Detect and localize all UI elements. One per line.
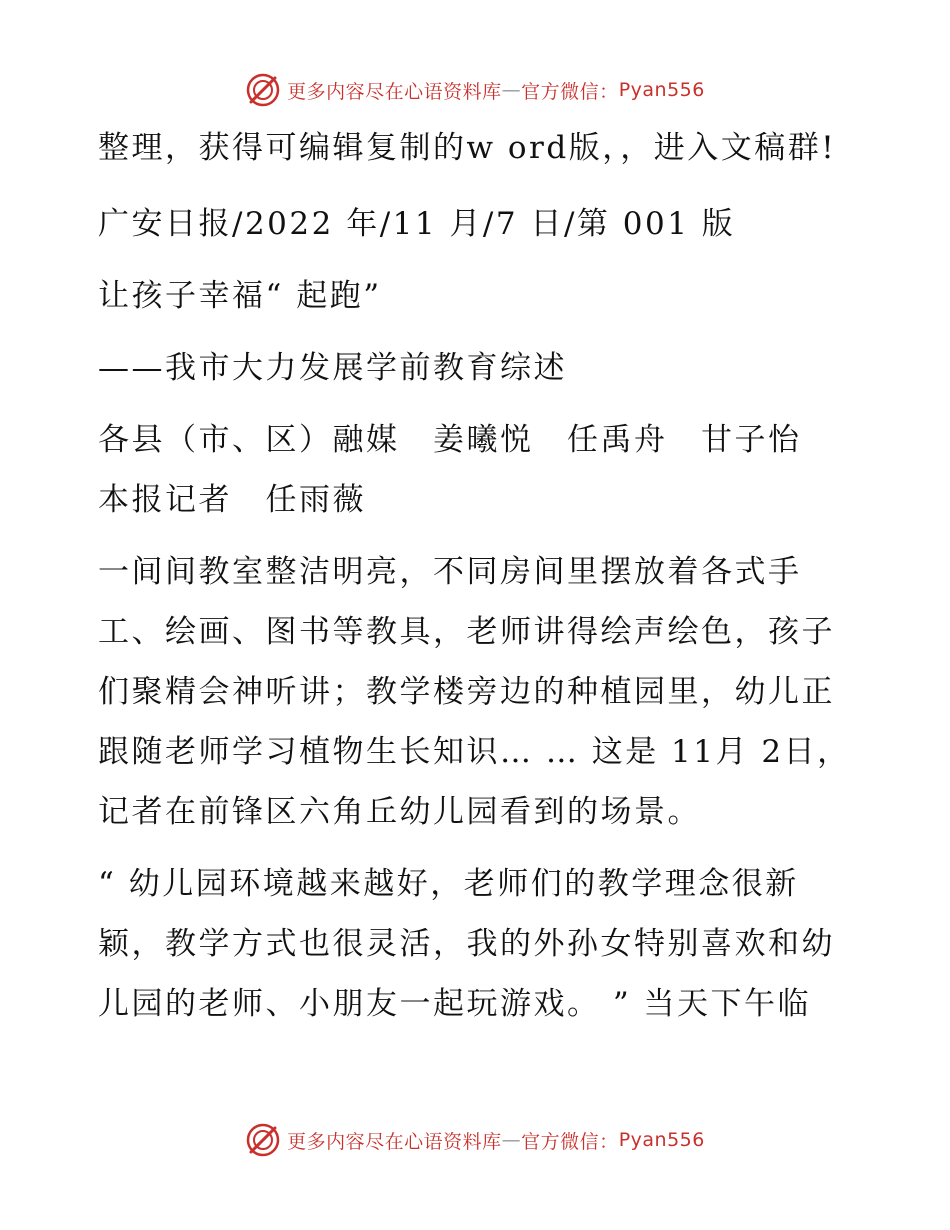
brand-logo-icon <box>245 1122 281 1158</box>
watermark-wechat-id: Pyan556 <box>618 1129 705 1151</box>
watermark-wechat-id: Pyan556 <box>618 79 705 101</box>
article-subtitle: ——我市大力发展学前教育综述 <box>98 350 567 386</box>
intro-line: 整理，获得可编辑复制的w ord版，，进入文稿群! <box>98 130 837 166</box>
body-paragraph: 一间间教室整洁明亮，不同房间里摆放着各式手工、绘画、图书等教具，老师讲得绘声绘色，孩子们聚精会神听讲；教学楼旁边的种植园里，幼儿正跟随老师学习植物生长知识… … 这是 11月 2日，记者在前锋区六角丘幼儿园看到的场景。 <box>98 554 851 830</box>
watermark-text: 更多内容尽在心语资料库 <box>287 1130 502 1153</box>
watermark-separator: — <box>501 1129 522 1151</box>
watermark-official: 官方微信： <box>521 80 619 103</box>
header-watermark <box>0 70 950 110</box>
publication-info: 广安日报/2022 年/11 月/7 日/第 001 版 <box>98 206 736 242</box>
watermark-text: 更多内容尽在心语资料库 <box>287 80 502 103</box>
byline: 各县（市、区）融媒 姜曦悦 任禹舟 甘子怡 本报记者 任雨薇 <box>98 422 835 518</box>
body-paragraph: “ 幼儿园环境越来越好，老师们的教学理念很新颖，教学方式也很灵活，我的外孙女特别喜欢和幼儿园的老师、小朋友一起玩游戏。 ” 当天下午临 <box>98 866 835 1022</box>
article-title: 让孩子幸福“ 起跑” <box>98 278 382 314</box>
document-body <box>98 118 858 1046</box>
watermark-separator: — <box>501 79 522 101</box>
footer-watermark <box>0 1120 950 1160</box>
brand-logo-icon <box>245 72 281 108</box>
watermark-official: 官方微信： <box>521 1130 619 1153</box>
